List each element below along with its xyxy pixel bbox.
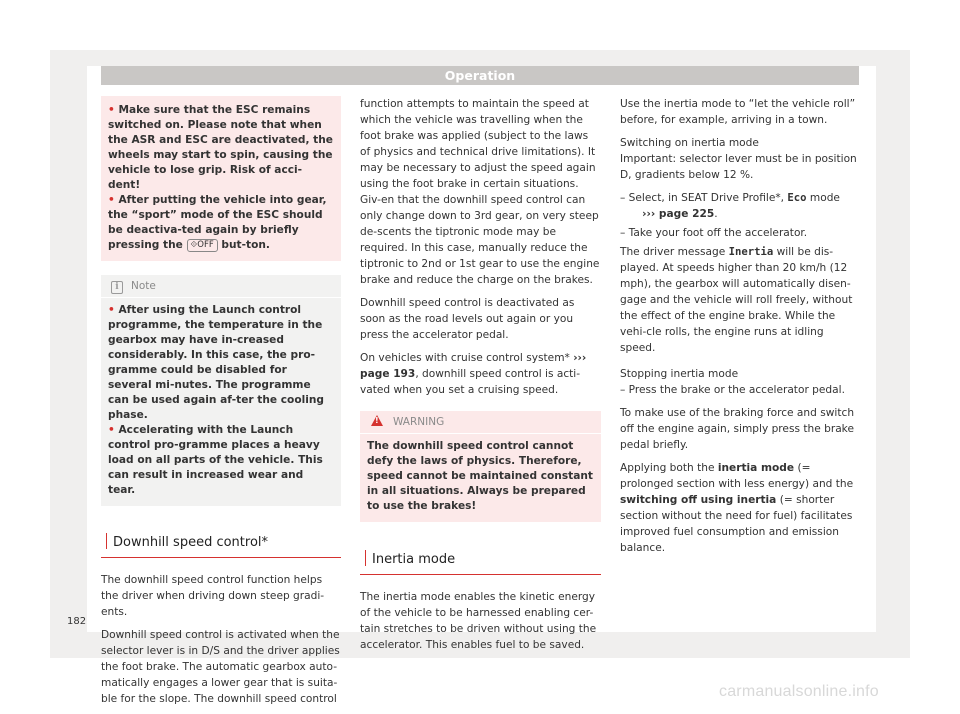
page-link[interactable]: ››› page 225 — [642, 208, 715, 220]
section-title-inertia: Inertia mode — [360, 550, 601, 575]
paragraph: Downhill speed control is activated when the selector lever is in D/S and the driver applies the foot brake. The automatic gearbox auto-matically engages a lower gear that is suita-ble for the slope. The downhill speed control — [101, 629, 340, 705]
note-box — [101, 275, 341, 506]
paragraph: Important: selector lever must be in position D, gradients below 12 %. — [620, 153, 857, 181]
warning-box-continued — [101, 96, 341, 261]
column-left — [101, 96, 341, 714]
paragraph: Downhill speed control is deactivated as soon as the road levels out again or you press the accelerator pedal. — [360, 297, 575, 341]
warning-bullet: • Make sure that the ESC remains switched on. Please note that when the ASR and ESC are deactivated, the wheels may start to spin, causing the vehicle to lose grip. Risk of acci-dent! — [108, 104, 333, 191]
step-item: – Press the brake or the accelerator pedal. — [620, 384, 845, 396]
paragraph: The inertia mode enables the kinetic energy of the vehicle to be harnessed enabling cer-tain stretches to be driven without using the accelerator. This enables fuel to be saved. — [360, 591, 597, 651]
warning-header: !WARNING — [360, 411, 601, 434]
paragraph: The downhill speed control function helps the driver when driving down steep gradi-ents. — [101, 574, 325, 618]
subheading: Stopping inertia mode — [620, 368, 739, 380]
step-item: – Take your foot off the accelerator. — [620, 227, 808, 239]
info-icon: i — [111, 281, 123, 294]
note-header: i Note — [101, 275, 341, 298]
section-title-downhill: Downhill speed control* — [101, 533, 341, 558]
warning-text: The downhill speed control cannot defy the laws of physics. Therefore, speed cannot be maintained constant in all situations. Always be prepared to use the brakes! — [367, 440, 593, 512]
column-middle — [360, 96, 601, 660]
paragraph: To make use of the braking force and switch off the engine again, simply press the brake pedal briefly. — [620, 407, 855, 451]
page-number: 182 — [67, 616, 87, 627]
page-header: Operation — [101, 66, 859, 85]
paragraph: Use the inertia mode to “let the vehicle roll” before, for example, arriving in a town. — [620, 98, 856, 126]
page-link[interactable]: ››› page 193 — [360, 352, 587, 380]
display-message: Inertia — [728, 246, 774, 258]
paragraph: The driver message Inertia will be dis-played. At speeds higher than 20 km/h (12 mph), the gearbox will automatically disen-gage and the vehicle will roll freely, without the effect of the engine brake. While the vehi-cle rolls, the engine runs at idling speed. — [620, 246, 853, 354]
esc-off-button-icon: ⟐OFF — [187, 239, 218, 252]
note-bullet: • After using the Launch control programme, the temperature in the gearbox may have in-creased considerably. In this case, the pro-gramme could be disabled for several mi-nutes. The programme can be used again af-ter the cooling phase. — [108, 304, 324, 421]
paragraph: function attempts to maintain the speed at which the vehicle was travelling when the foot brake was applied (subject to the laws of physics and technical drive limitations). It may be necessary to adjust the speed again using the foot brake in certain situations. Giv-en that the downhill speed control can only change down to 3rd gear, on very steep de-scents the tiptronic mode may be required. In this case, manually reduce the tiptronic to 2nd or 1st gear to use the engine brake and reduce the charge on the brakes. — [360, 98, 600, 286]
warning-box — [360, 411, 601, 522]
paragraph: Applying both the inertia mode (= prolonged section with less energy) and the switching off using inertia (= shorter section without the need for fuel) facilitates improved fuel consumption and emission balance. — [620, 462, 854, 554]
column-right — [620, 96, 860, 563]
note-bullet: • Accelerating with the Launch control pro-gramme places a heavy load on all parts of the vehicle. This can result in increased wear and tear. — [108, 424, 323, 496]
step-item: – Select, in SEAT Drive Profile*, Eco mode ››› page 225. — [620, 192, 840, 220]
subheading: Switching on inertia mode — [620, 137, 759, 149]
watermark: carmanualsonline.info — [719, 683, 879, 700]
warning-triangle-icon — [371, 415, 383, 426]
warning-bullet: • After putting the vehicle into gear, the “sport” mode of the ESC should be deactiva-ted again by briefly pressing the ⟐OFF but-ton. — [108, 194, 327, 251]
paragraph: On vehicles with cruise control system* ››› page 193, downhill speed control is acti-vated when you set a cruising speed. — [360, 352, 587, 396]
